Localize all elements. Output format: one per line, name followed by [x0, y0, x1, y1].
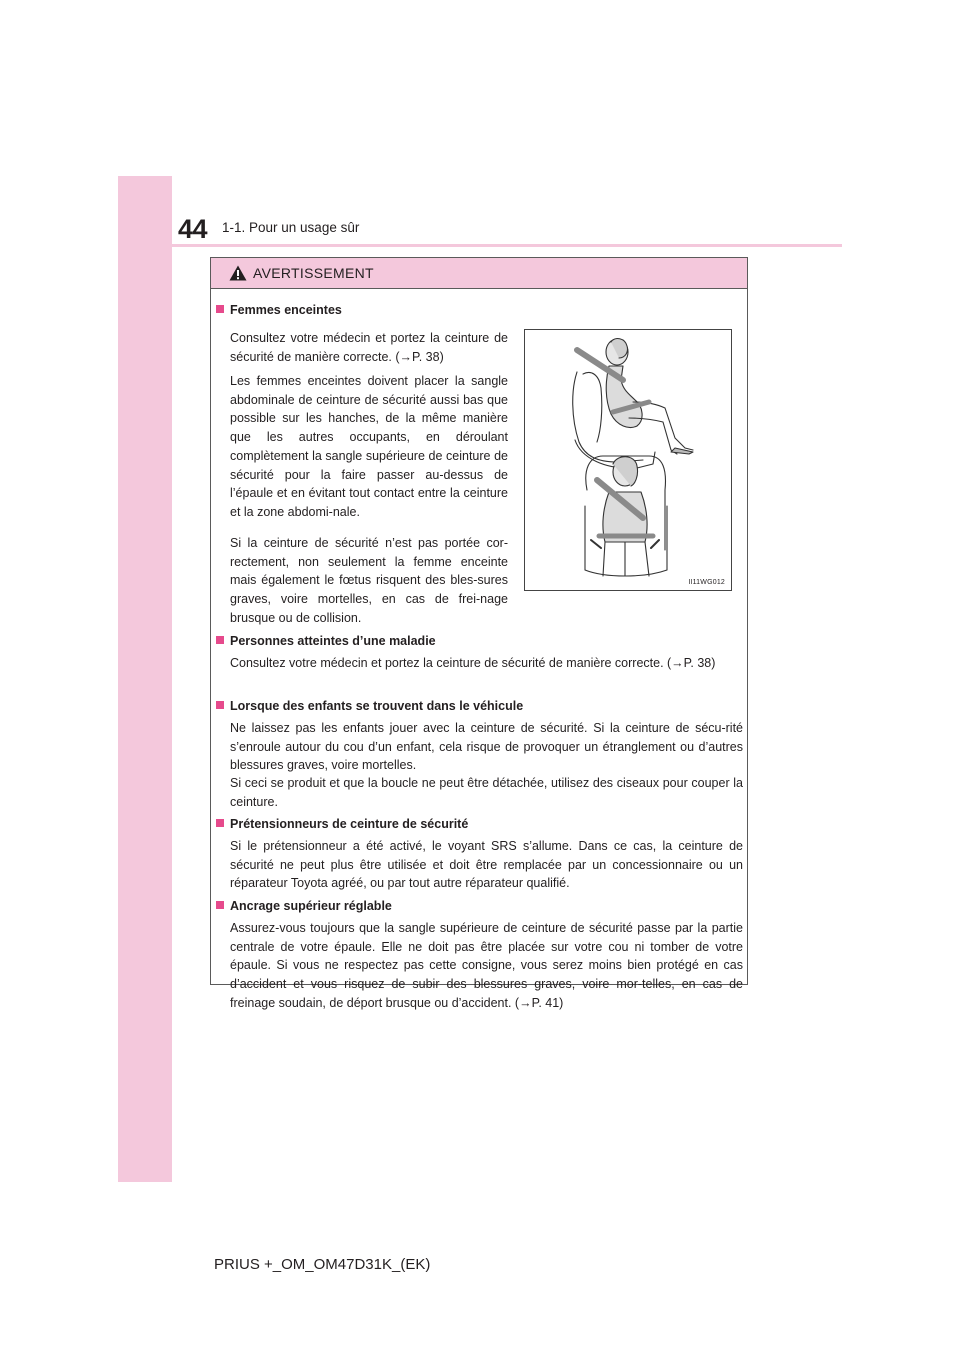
warning-triangle-icon: [229, 265, 247, 281]
bullet-square-icon: [216, 819, 224, 827]
bullet-square-icon: [216, 305, 224, 313]
pregnant-woman-seatbelt-illustration: [524, 329, 732, 591]
side-color-band: [118, 176, 172, 1182]
heading-upper-anchor: Ancrage supérieur réglable: [216, 899, 392, 913]
heading-pregnant-women: Femmes enceintes: [216, 303, 342, 317]
page-number: 44: [178, 214, 208, 244]
paragraph: Ne laissez pas les enfants jouer avec la ceinture de sécurité. Si la ceinture de sécu-rité s’enroule autour du cou d’un enfant, cela risque de provoquer un étranglement ou d’autres blessures graves, voire mortelles.: [230, 721, 743, 773]
paragraph: Si le prétensionneur a été activé, le voyant SRS s’allume. Dans ce cas, la ceinture de sécurité ne peut plus être utilisée et doit être remplacée par un concessionnaire ou un réparateur Toyota agréé, ou par tout autre réparateur qualifié.: [230, 839, 743, 891]
figure-code: II11WG012: [688, 579, 725, 586]
header-rule: [172, 244, 842, 247]
section-title: 1-1. Pour un usage sûr: [222, 220, 360, 235]
illustration-drawing: [525, 330, 731, 590]
bullet-square-icon: [216, 636, 224, 644]
heading-pretensioners: Prétensionneurs de ceinture de sécurité: [216, 817, 468, 831]
bullet-square-icon: [216, 901, 224, 909]
paragraph: Assurez-vous toujours que la sangle supérieure de ceinture de sécurité passe par la partie centrale de votre épaule. Elle ne doit pas être placée sur votre cou ni tomber de votre épaule. Si vous ne respectez pas cette consigne, vous serez moins bien protégé en cas d’accident et vous risquez de subir des blessures graves, voire mor-telles, en cas de freinage soudain, de déport brusque ou d’accident. (→P. 41): [230, 921, 743, 1010]
paragraph: Si la ceinture de sécurité n’est pas portée cor-rectement, non seulement la femme enceinte mais également le fœtus risquent des bles-sures graves, voire mortelles, en cas de frei-nage brusque ou de collision.: [230, 536, 508, 625]
paragraph: Les femmes enceintes doivent placer la sangle abdominale de ceinture de sécurité aussi bas que possible sur les hanches, de la même manière que les autres occupants, en déroulant complètement la sangle supérieure de ceinture de sécurité pour la faire passer au-dessus de l’épaule et en évitant tout contact entre la ceinture et la zone abdomi-nale.: [230, 374, 508, 519]
footer-code: PRIUS +_OM_OM47D31K_(EK): [214, 1256, 431, 1273]
heading-children: Lorsque des enfants se trouvent dans le véhicule: [216, 699, 523, 713]
paragraph: Consultez votre médecin et portez la ceinture de sécurité de manière correcte. (→P. 38): [230, 656, 716, 670]
paragraph: Consultez votre médecin et portez la ceinture de sécurité de manière correcte. (→P. 38): [230, 331, 508, 364]
warning-header: [211, 258, 747, 289]
heading-illness: Personnes atteintes d’une maladie: [216, 634, 436, 648]
paragraph: Si ceci se produit et que la boucle ne peut être détachée, utilisez des ciseaux pour couper la ceinture.: [230, 776, 743, 809]
warning-title: AVERTISSEMENT: [253, 265, 374, 281]
bullet-square-icon: [216, 701, 224, 709]
